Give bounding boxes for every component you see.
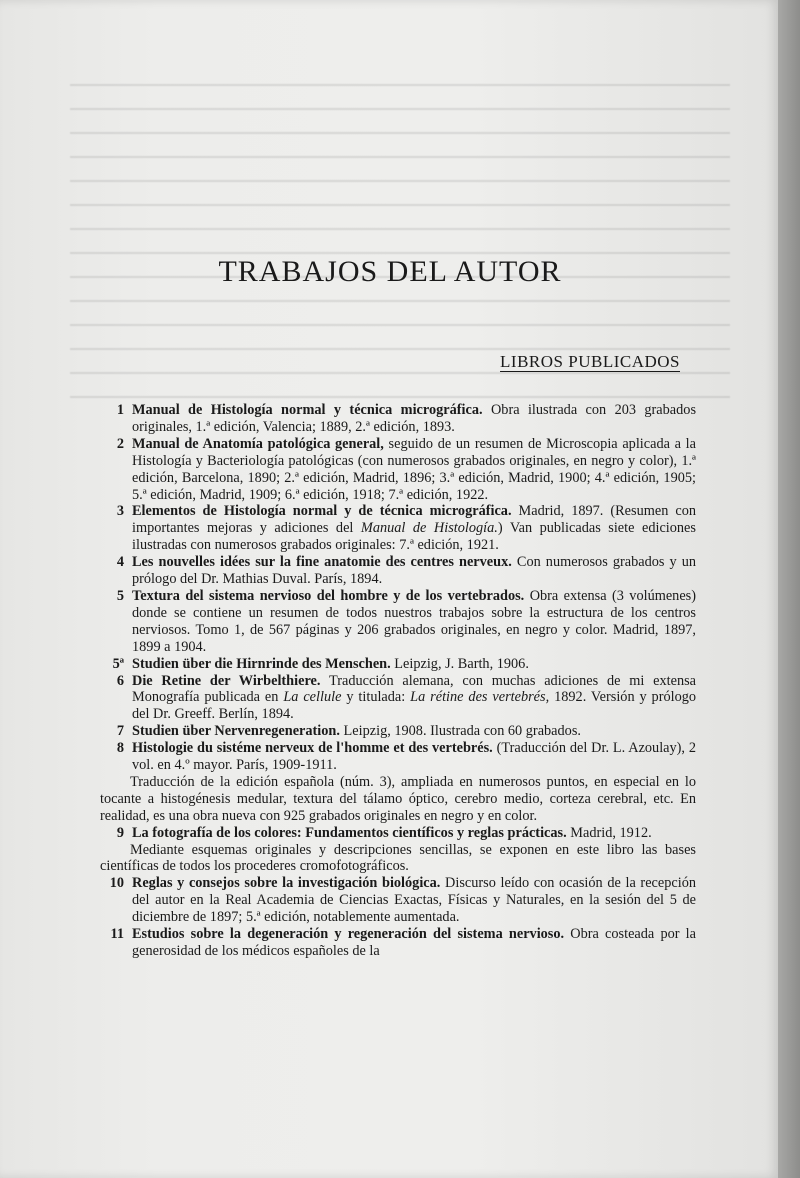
entry-text: Leipzig, J. Barth, 1906. (394, 655, 529, 672)
entry-number: 3 (116, 503, 124, 520)
list-item (100, 588, 696, 656)
list-item (100, 740, 696, 774)
entry-title: Histologie du sistéme nerveux de l'homme et des vertebrés. (132, 740, 493, 757)
entry-text: Obra costeada por la generosidad de los médicos españoles de la (132, 926, 696, 959)
entry-text: Obra ilustrada con 203 grabados originales, 1.ª edición, Valencia; 1889, 2.ª edición, 1893. (132, 402, 697, 435)
entry-text: Traducción alemana, con muchas adiciones de mi extensa Monografía publicada en (132, 672, 696, 706)
publication-list (100, 402, 696, 960)
entry-title: Manual de Anatomía patológica general, (132, 435, 384, 452)
list-item (100, 875, 696, 926)
list-item (100, 402, 696, 436)
entry-text: (Traducción del Dr. L. Azoulay), 2 vol. en 4.º mayor. París, 1909-1911. (132, 740, 697, 774)
entry-title: Studien über die Hirnrinde des Menschen. (132, 655, 391, 672)
entry-title: Elementos de Histología normal y de técnica micrográfica. (132, 503, 512, 520)
entry-text: ) Van publicadas siete ediciones ilustradas con numerosos grabados originales: 7.ª edición, 1921. (132, 520, 696, 554)
entry-title: Studien über Nervenregeneration. (132, 723, 340, 740)
list-item (100, 673, 696, 724)
page-title: TRABAJOS DEL AUTOR (218, 255, 562, 288)
entry-title: Manual de Histología normal y técnica micrográfica. (132, 402, 483, 418)
section-title: LIBROS PUBLICADOS (500, 352, 680, 371)
entry-number: 8 (116, 740, 124, 757)
entry-title: Reglas y consejos sobre la investigación biológica. (132, 875, 441, 892)
entry-text: Discurso leído con ocasión de la recepción del autor en la Real Academia de Ciencias Exactas, Físicas y Naturales, en la sesión del 5 de diciembre de 1897; 5.ª edición, notablemente aumentada. (132, 875, 696, 926)
entry-description: Mediante esquemas originales y descripciones sencillas, se exponen en este libro las bases científicas de todos los procederes cromofotográficos. (100, 841, 696, 875)
entry-text: Madrid, 1897. (Resumen con importantes mejoras y adiciones del (132, 503, 696, 537)
entry-title: Les nouvelles idées sur la fine anatomie des centres nerveux. (132, 554, 512, 571)
entry-title: La fotografía de los colores: Fundamentos científicos y reglas prácticas. (132, 824, 567, 841)
entry-text: Con numerosos grabados y un prólogo del Dr. Mathias Duval. París, 1894. (132, 554, 697, 588)
entry-italic-title: La cellule (283, 689, 342, 706)
list-item (100, 825, 696, 842)
entry-number: 7 (116, 723, 124, 740)
entry-text: y titulada: (346, 689, 406, 706)
entry-italic-title: Manual de Histología. (360, 520, 498, 537)
entry-text: Leipzig, 1908. Ilustrada con 60 grabados. (343, 723, 581, 740)
entry-number: 5ª (112, 655, 124, 672)
entry-text: 1892. Versión y prólogo del Dr. Greeff. Berlín, 1894. (132, 689, 697, 723)
entry-number: 1 (116, 402, 124, 418)
list-item (100, 926, 696, 960)
list-item (100, 723, 696, 740)
list-item (100, 436, 696, 504)
entry-title: Textura del sistema nervioso del hombre y de los vertebrados. (132, 587, 525, 604)
entry-number: 4 (116, 554, 124, 571)
list-item (100, 554, 696, 588)
entry-title: Estudios sobre la degeneración y regeneración del sistema nervioso. (132, 926, 565, 943)
entry-number: 9 (116, 824, 124, 841)
page-edge-shadow (778, 0, 800, 1178)
entry-number: 2 (116, 435, 124, 452)
entry-number: 5 (116, 587, 124, 604)
entry-number: 6 (116, 672, 124, 689)
entry-number: 10 (109, 875, 124, 892)
entry-description: Traducción de la edición española (núm. 3), ampliada en numerosos puntos, en especial en lo tocante a histogénesis medular, textura del tálamo óptico, cerebro medio, corteza cerebral, etc. En realidad, es una obra nueva con 925 grabados originales en negro y en color. (100, 773, 696, 824)
entry-italic-title: La rétine des vertebrés, (410, 689, 550, 706)
list-item (100, 656, 696, 673)
entry-text: Obra extensa (3 volúmenes) donde se contiene un resumen de todos nuestros trabajos sobre la estructura de los centros nerviosos. Tomo 1, de 567 páginas y 206 grabados originales, en negro y color. Madrid, 1897, 1899 a 1904. (132, 587, 696, 655)
entry-title: Die Retine der Wirbelthiere. (132, 672, 321, 689)
entry-number: 11 (110, 926, 124, 943)
list-item (100, 503, 696, 554)
entry-text: Madrid, 1912. (570, 824, 652, 841)
entry-text: seguido de un resumen de Microscopia aplicada a la Histología y Bacteriología patológicas (con numerosos grabados originales, en negro y color), 1.ª edición, Barcelona, 1890; 2.ª edición, Madrid, 1896; 3.ª edición, Madrid, 1900; 4.ª edición, 1905; 5.ª edición, Madrid, 1909; 6.ª edición, 1918; 7.ª edición, 1922. (132, 435, 696, 503)
